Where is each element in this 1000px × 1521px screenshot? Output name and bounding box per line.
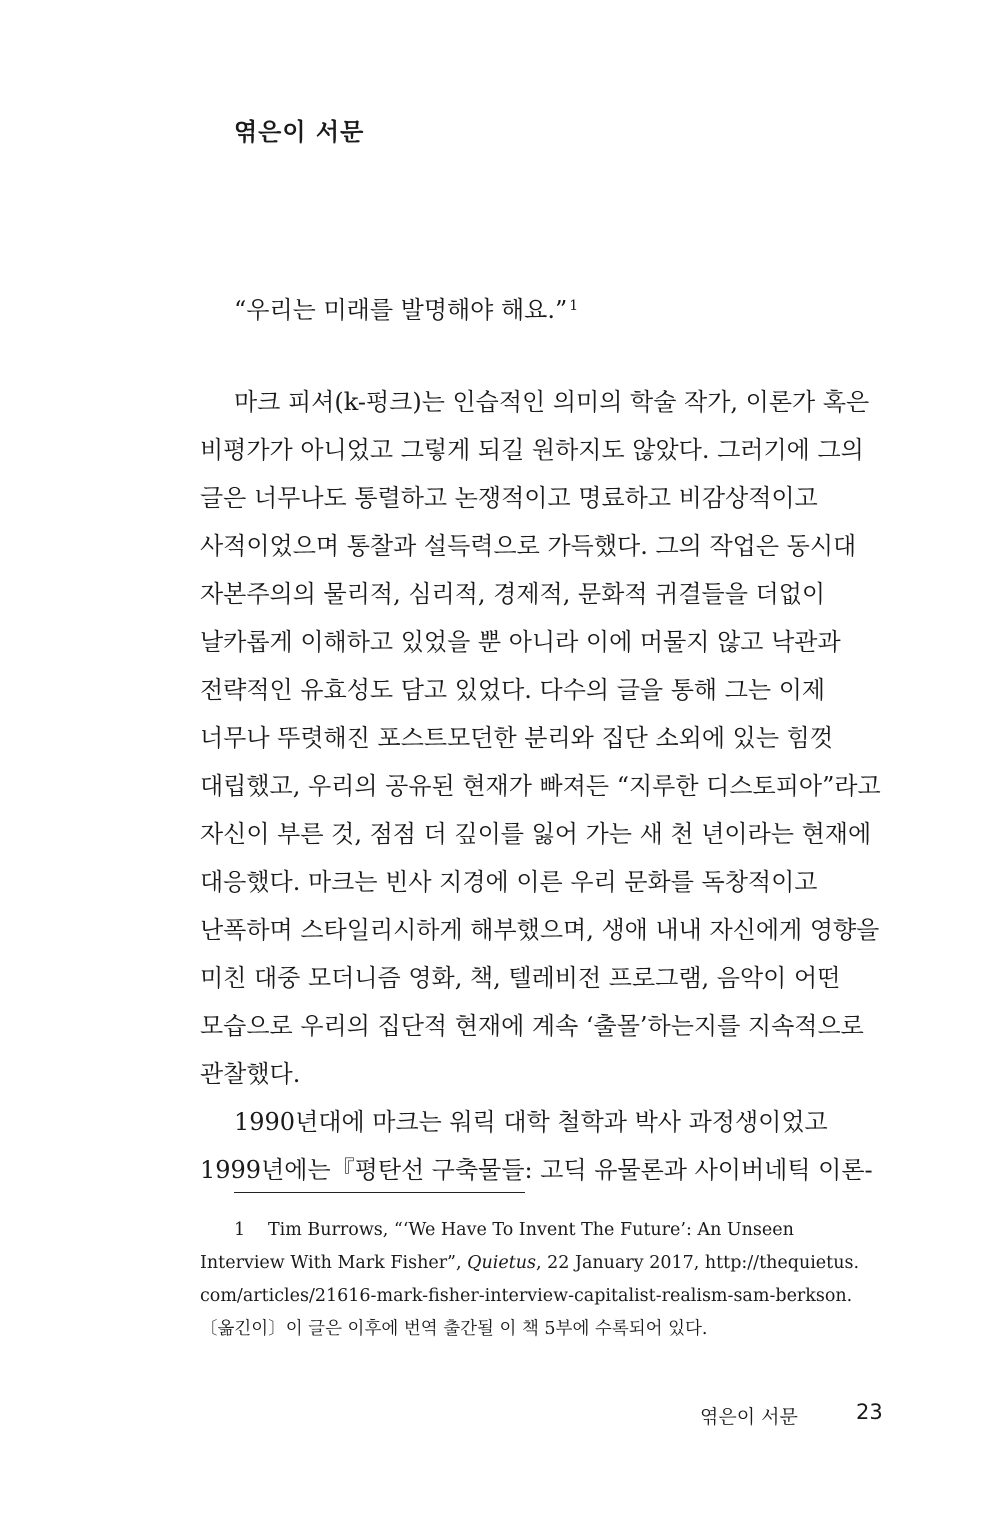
paragraph-line: 마크 피셔(k-펑크)는 인습적인 의미의 학술 작가, 이론가 혹은 <box>234 388 870 416</box>
paragraph-line: 대립했고, 우리의 공유된 현재가 빠져든 “지루한 디스토피아”라고 <box>200 772 881 800</box>
footnote-line <box>200 1247 900 1280</box>
paragraph-line: 비평가가 아니었고 그렇게 되길 원하지도 않았다. 그러기에 그의 <box>200 436 864 464</box>
paragraph-line: 난폭하며 스타일리시하게 해부했으며, 생애 내내 자신에게 영향을 <box>200 916 880 944</box>
paragraph-line: 날카롭게 이해하고 있었을 뿐 아니라 이에 머물지 않고 낙관과 <box>200 628 841 656</box>
footnote-line: 〔옮긴이〕이 글은 이후에 번역 출간될 이 책 5부에 수록되어 있다. <box>200 1319 708 1339</box>
paragraph-line: 1990년대에 마크는 워릭 대학 철학과 박사 과정생이었고 <box>234 1108 828 1136</box>
paragraph-line: 전략적인 유효성도 담고 있었다. 다수의 글을 통해 그는 이제 <box>200 676 826 704</box>
footnote-line: com/articles/21616-mark-fisher-interview-capitalist-realism-sam-berkson. <box>200 1286 853 1306</box>
footnote-reference: 1 <box>569 298 579 314</box>
footnote-text: Interview With Mark Fisher”, <box>200 1253 468 1273</box>
footnote-publication: Quietus <box>467 1253 536 1273</box>
page-number: 23 <box>856 1400 883 1424</box>
paragraph-2 <box>200 1098 900 1194</box>
paragraph-line: 자신이 부른 것, 점점 더 깊이를 잃어 가는 새 천 년이라는 현재에 <box>200 820 872 848</box>
paragraph-line: 미친 대중 모더니즘 영화, 책, 텔레비전 프로그램, 음악이 어떤 <box>200 964 841 992</box>
footnote-number: 1 <box>234 1220 246 1240</box>
paragraph-line: 사적이었으며 통찰과 설득력으로 가득했다. 그의 작업은 동시대 <box>200 532 857 560</box>
chapter-title: 엮은이 서문 <box>234 118 365 146</box>
footnote-text: , 22 January 2017, http://thequietus. <box>536 1253 860 1273</box>
footnote <box>200 1214 900 1346</box>
footnote-text: Tim Burrows, “‘We Have To Invent The Future’: An Unseen <box>268 1220 794 1240</box>
paragraph-line: 너무나 뚜렷해진 포스트모던한 분리와 집단 소외에 있는 힘껏 <box>200 724 834 752</box>
footnote-line <box>200 1214 900 1247</box>
paragraph-line: 자본주의의 물리적, 심리적, 경제적, 문화적 귀결들을 더없이 <box>200 580 826 608</box>
epigraph <box>234 290 578 330</box>
epigraph-text: “우리는 미래를 발명해야 해요.” <box>234 296 568 324</box>
paragraph-line: 1999년에는『평탄선 구축물들: 고딕 유물론과 사이버네틱 이론- <box>200 1156 873 1184</box>
paragraph-1 <box>200 378 900 1098</box>
paragraph-line: 모습으로 우리의 집단적 현재에 계속 ‘출몰’하는지를 지속적으로 <box>200 1012 864 1040</box>
footnote-divider <box>234 1192 525 1193</box>
paragraph-line: 관찰했다. <box>200 1060 301 1088</box>
paragraph-line: 대응했다. 마크는 빈사 지경에 이른 우리 문화를 독창적이고 <box>200 868 818 896</box>
running-title: 엮은이 서문 <box>700 1406 798 1428</box>
paragraph-line: 글은 너무나도 통렬하고 논쟁적이고 명료하고 비감상적이고 <box>200 484 818 512</box>
